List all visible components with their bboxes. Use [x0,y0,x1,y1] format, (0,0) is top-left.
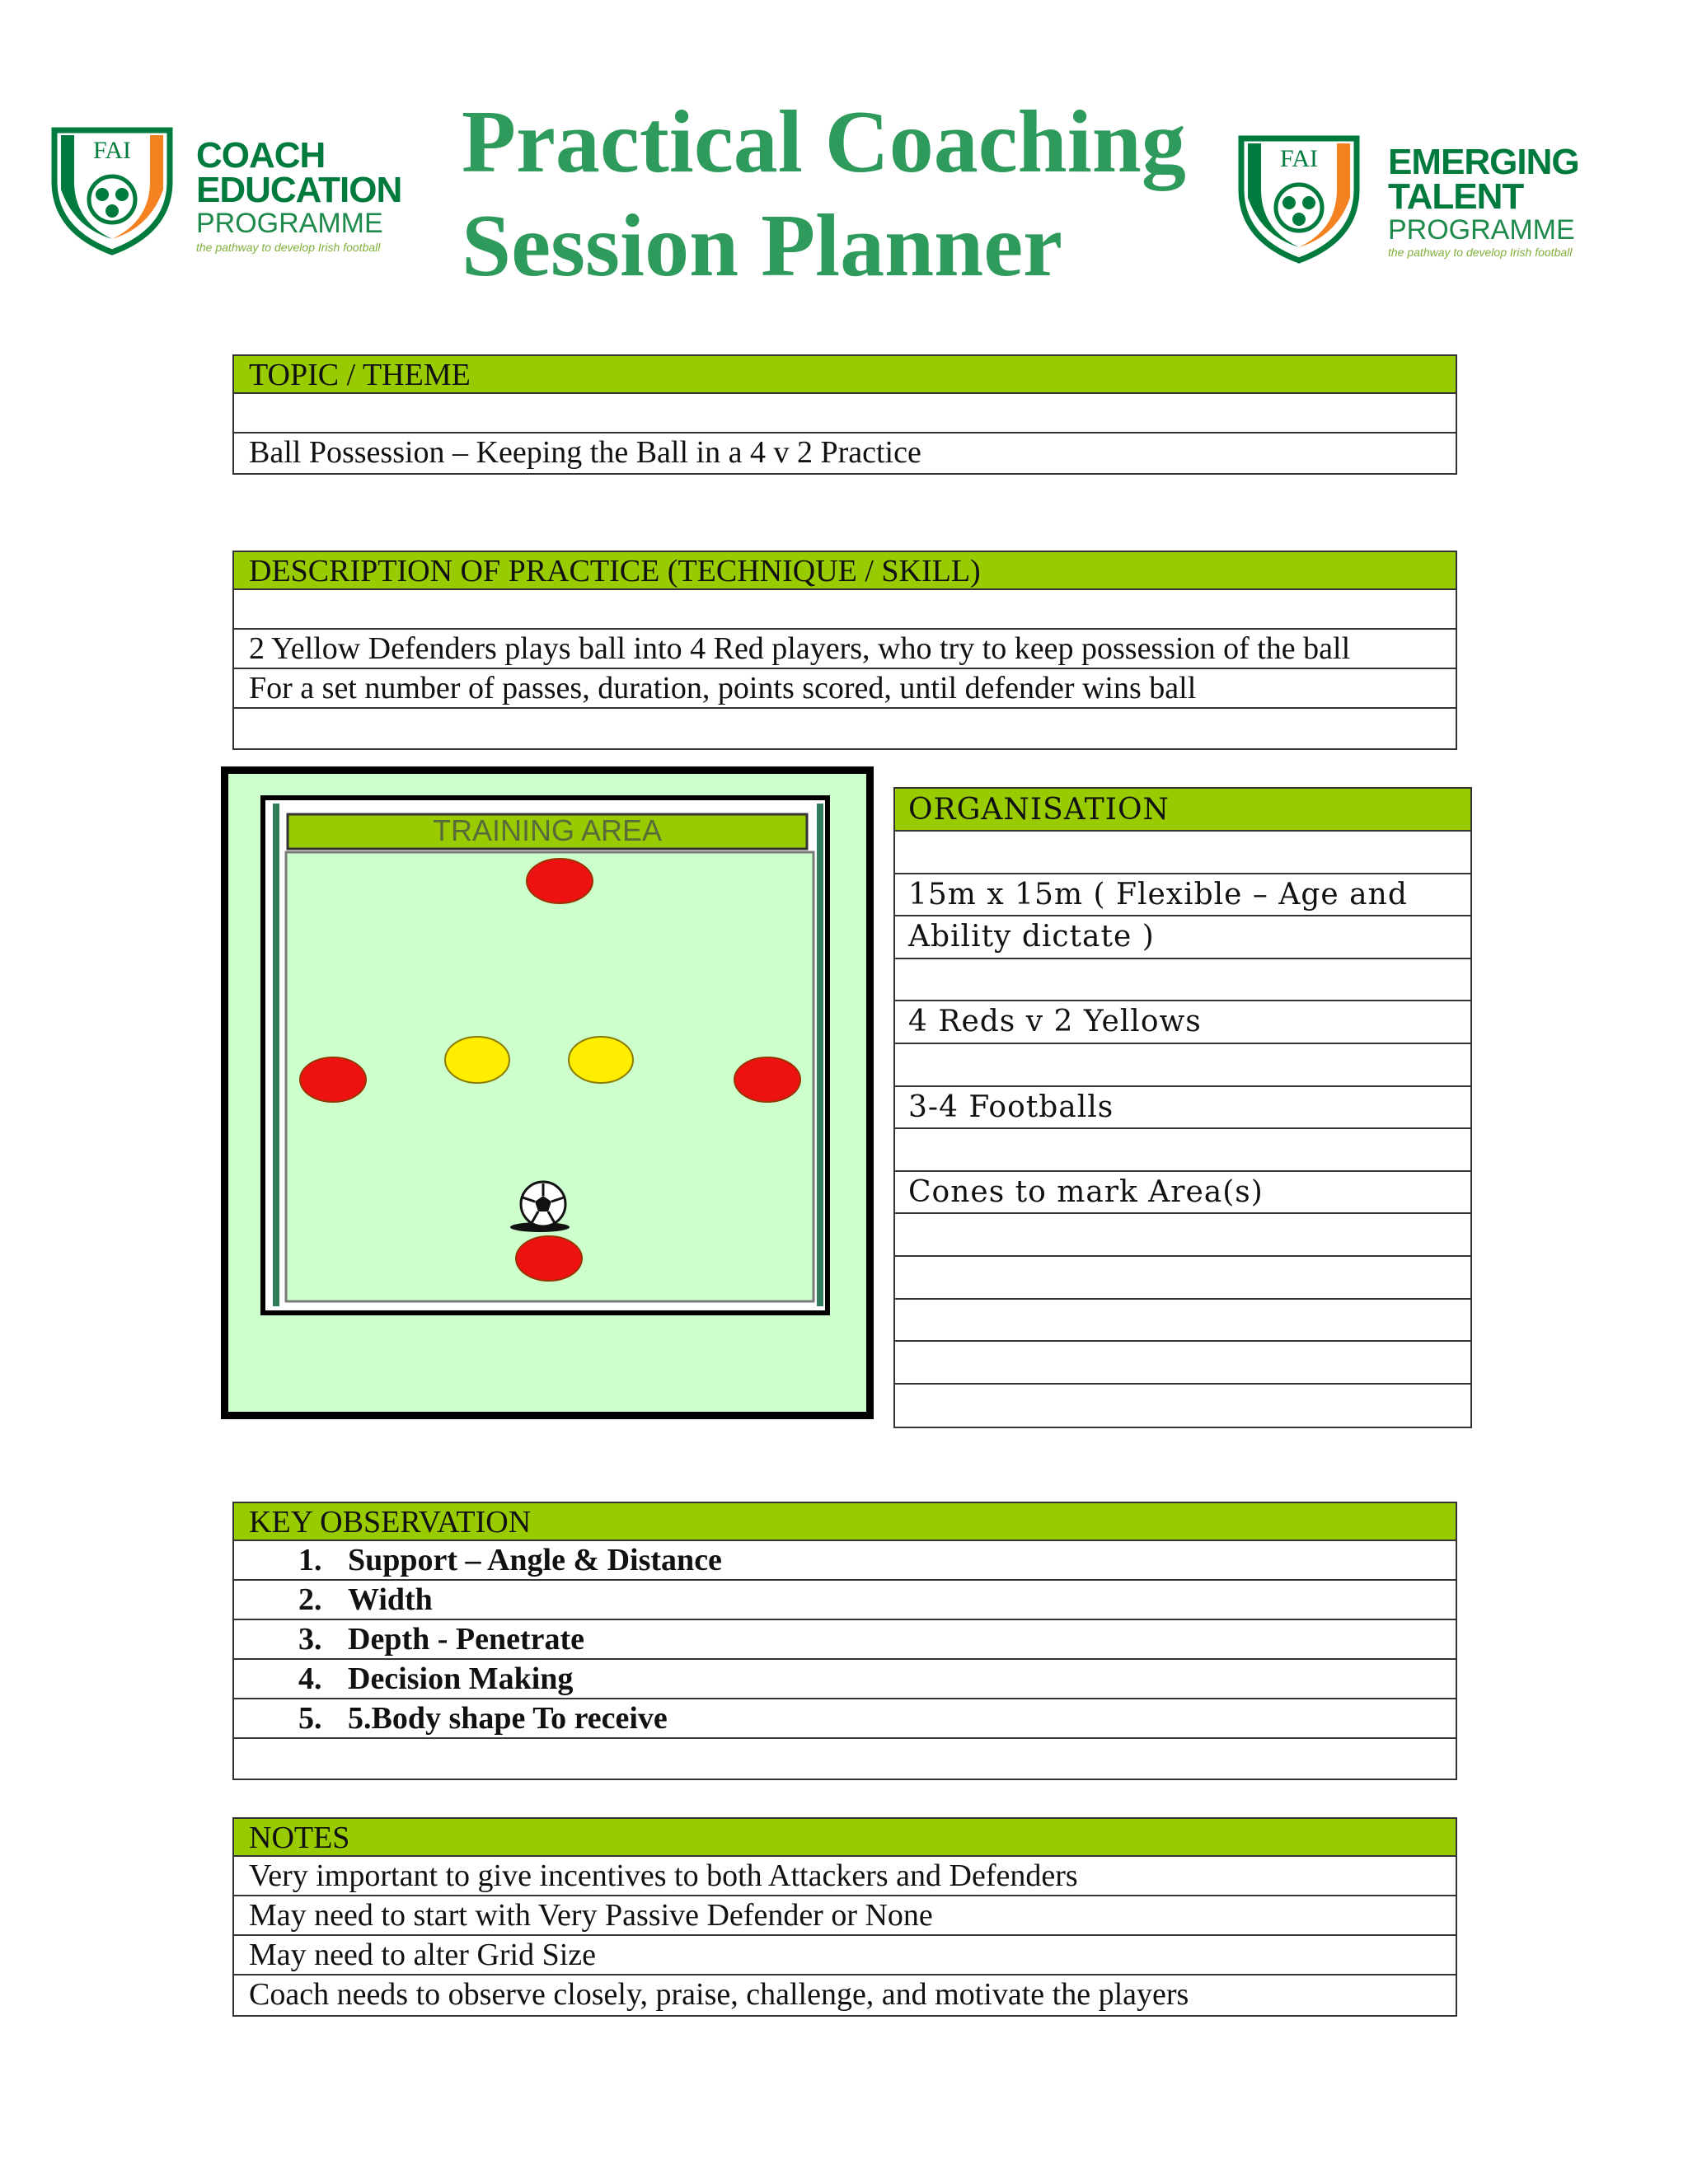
notes-row: May need to alter Grid Size [234,1936,1456,1975]
logo-line1: EMERGING [1388,142,1579,182]
svg-text:FAI: FAI [1279,145,1319,172]
logo-line1: COACH [196,135,326,176]
observation-item [234,1660,1456,1699]
description-row [234,590,1456,630]
title-line-1: Practical Coaching [462,93,1186,191]
organisation-row [895,1044,1470,1087]
notes-row: May need to start with Very Passive Defender or None [234,1896,1456,1936]
observation-item [234,1581,1456,1620]
red-player [527,859,593,903]
organisation-row [895,1300,1470,1343]
observation-number: 3. [298,1622,322,1657]
observation-number: 5. [298,1701,322,1736]
red-player [300,1057,366,1102]
observation-text: Depth - Penetrate [348,1622,585,1657]
organisation-table [893,787,1472,1428]
coach-education-logo [49,124,429,264]
topic-heading: TOPIC / THEME [234,356,1456,394]
organisation-row [895,959,1470,1002]
observation-number: 1. [298,1543,322,1577]
training-area-label: TRAINING AREA [432,813,663,847]
organisation-row [895,1214,1470,1257]
observation-item [234,1620,1456,1660]
organisation-row [895,1385,1470,1427]
title-line-2: Session Planner [462,197,1063,295]
observation-item [234,1541,1456,1581]
topic-row [234,394,1456,434]
organisation-row: 4 Reds v 2 Yellows [895,1001,1470,1044]
observation-text: 5.Body shape To receive [348,1701,668,1736]
fai-crest-icon [49,124,175,255]
red-player [516,1236,582,1281]
notes-table [232,1817,1457,2017]
logo-line3: PROGRAMME [1388,214,1575,246]
description-heading: DESCRIPTION OF PRACTICE (TECHNIQUE / SKILL) [234,552,1456,590]
organisation-row [895,1257,1470,1300]
topic-row: Ball Possession – Keeping the Ball in a 4 v 2 Practice [249,435,921,470]
logo-line3: PROGRAMME [196,208,383,239]
topic-table [232,354,1457,475]
description-row: 2 Yellow Defenders plays ball into 4 Red players, who try to keep possession of the ball [234,630,1456,669]
svg-text:FAI: FAI [92,137,132,164]
observation-text: Width [348,1582,433,1617]
observation-number: 4. [298,1661,322,1696]
pitch-graphic [228,774,866,1412]
organisation-row: 3-4 Footballs [895,1087,1470,1130]
page-title [462,91,1245,298]
key-observation-heading: KEY OBSERVATION [234,1503,1456,1541]
description-row: For a set number of passes, duration, points scored, until defender wins ball [234,669,1456,709]
notes-row: Coach needs to observe closely, praise, challenge, and motivate the players [249,1977,1189,2012]
logo-tagline: the pathway to develop Irish football [196,241,381,254]
training-area-diagram [221,766,874,1419]
yellow-player [569,1037,633,1083]
organisation-heading: ORGANISATION [895,789,1470,832]
description-table [232,551,1457,750]
fai-crest-icon [1236,132,1362,264]
organisation-row: 15m x 15m ( Flexible – Age and [895,874,1470,917]
logo-tagline: the pathway to develop Irish football [1388,246,1573,259]
key-observation-table [232,1502,1457,1780]
organisation-row: Ability dictate ) [895,916,1470,959]
logo-line2: TALENT [1388,176,1524,217]
emerging-talent-logo [1236,132,1624,272]
red-player [734,1057,800,1102]
observation-empty-row [234,1739,1456,1779]
logo-line2: EDUCATION [196,170,402,210]
notes-row: Very important to give incentives to both Attackers and Defenders [234,1857,1456,1896]
organisation-row [895,1342,1470,1385]
organisation-row [895,1129,1470,1172]
observation-number: 2. [298,1582,322,1617]
observation-text: Support – Angle & Distance [348,1543,722,1577]
yellow-player [445,1037,509,1083]
notes-heading: NOTES [234,1819,1456,1857]
description-row [234,709,1456,748]
organisation-row [895,832,1470,874]
organisation-row: Cones to mark Area(s) [895,1172,1470,1215]
observation-text: Decision Making [348,1661,574,1696]
observation-item [234,1699,1456,1739]
